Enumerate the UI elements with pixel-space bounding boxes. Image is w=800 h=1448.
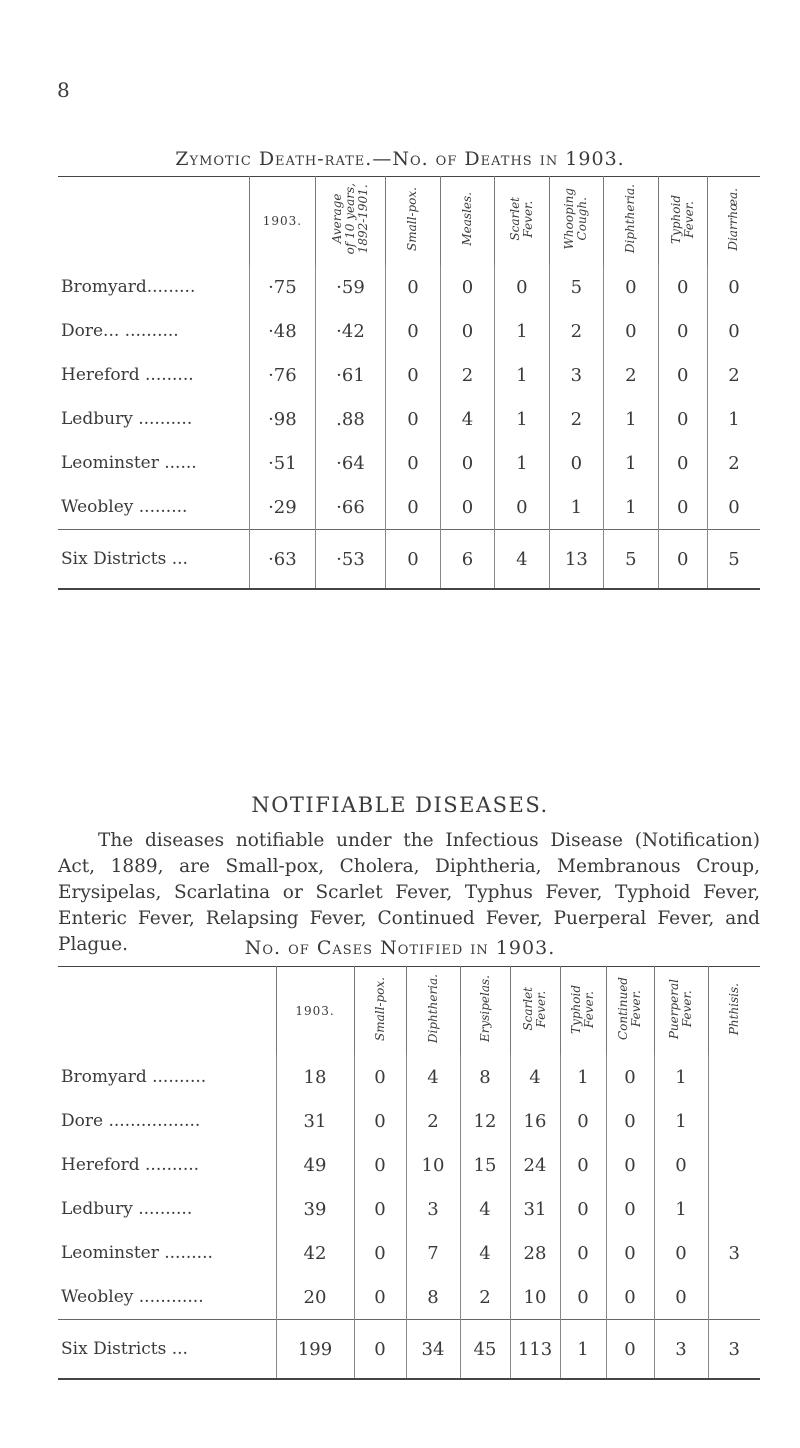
cell-value: 3 <box>549 353 603 397</box>
table-row <box>58 309 760 353</box>
column-header <box>560 967 606 1056</box>
area-name: Dore ................. <box>61 1111 201 1131</box>
cell-value: ·48 <box>250 309 316 353</box>
cell-value: 2 <box>549 309 603 353</box>
cell-value <box>708 1187 760 1231</box>
area-name: Bromyard .......... <box>61 1067 207 1087</box>
cell-value: 0 <box>440 441 494 485</box>
column-header <box>406 967 460 1056</box>
cell-value: 24 <box>510 1143 560 1187</box>
column-header-label: Diphtheria. <box>425 974 440 1044</box>
cell-value: ·66 <box>315 485 386 530</box>
column-header <box>315 177 386 266</box>
cell-value: ·76 <box>250 353 316 397</box>
cell-value: 12 <box>460 1099 510 1143</box>
cell-value: ·51 <box>250 441 316 485</box>
area-name: Dore... .......... <box>61 321 179 341</box>
column-header <box>707 177 760 266</box>
column-header-label: Diphtheria. <box>623 184 638 254</box>
cell-value: 0 <box>440 309 494 353</box>
cell-value: 8 <box>460 1055 510 1099</box>
cell-value: 0 <box>354 1275 406 1320</box>
table-row <box>58 1143 760 1187</box>
table-row <box>58 485 760 530</box>
cell-value: 1 <box>604 397 658 441</box>
cell-value: 42 <box>276 1231 354 1275</box>
column-header <box>510 967 560 1056</box>
table-row <box>58 1055 760 1099</box>
column-header: 1903. <box>276 967 354 1056</box>
column-header-label: Small-pox. <box>405 187 420 251</box>
cell-value: 0 <box>354 1055 406 1099</box>
cell-value: 0 <box>658 309 707 353</box>
cases-table-title: No. of Cases Notified in 1903. <box>244 937 556 959</box>
cell-value: 3 <box>708 1231 760 1275</box>
cell-value: 0 <box>654 1143 708 1187</box>
area-name: Six Districts ... <box>58 1320 276 1380</box>
cell-value: 0 <box>354 1320 406 1380</box>
cell-value: 0 <box>606 1187 654 1231</box>
cell-value: 0 <box>386 309 440 353</box>
cell-value: 0 <box>606 1055 654 1099</box>
column-header <box>606 967 654 1056</box>
column-header-label: Whooping Cough. <box>562 188 590 250</box>
area-name: Weobley ......... <box>61 497 188 517</box>
cell-value: 0 <box>604 265 658 309</box>
cell-value: 0 <box>560 1143 606 1187</box>
cell-value: 10 <box>510 1275 560 1320</box>
area-name: Ledbury .......... <box>61 1199 193 1219</box>
cell-value: 0 <box>654 1231 708 1275</box>
cell-value: 2 <box>707 441 760 485</box>
cell-value: 13 <box>549 530 603 590</box>
cell-value: 0 <box>707 265 760 309</box>
cell-value: ·53 <box>315 530 386 590</box>
column-header <box>460 967 510 1056</box>
cell-value: 1 <box>604 441 658 485</box>
area-name: Hereford .......... <box>61 1155 200 1175</box>
cell-value: 5 <box>549 265 603 309</box>
deaths-table-title: Zymotic Death-rate.—No. of Deaths in 1903. <box>175 148 625 170</box>
cell-value: 28 <box>510 1231 560 1275</box>
cell-value: 0 <box>386 353 440 397</box>
cell-value: 0 <box>560 1187 606 1231</box>
cell-value: 20 <box>276 1275 354 1320</box>
table-row <box>58 353 760 397</box>
cell-value: 0 <box>658 353 707 397</box>
table-row <box>58 1231 760 1275</box>
cell-value: 0 <box>658 485 707 530</box>
area-name: Six Districts ... <box>58 530 250 590</box>
cell-value: 4 <box>460 1231 510 1275</box>
column-header-label: Phthisis. <box>726 982 741 1036</box>
column-header-label: Typhoid Fever. <box>668 194 696 244</box>
cell-value: 2 <box>604 353 658 397</box>
table-row <box>58 1275 760 1320</box>
cell-value: ·75 <box>250 265 316 309</box>
cell-value: 0 <box>654 1275 708 1320</box>
cell-value: 2 <box>707 353 760 397</box>
cell-value: 2 <box>549 397 603 441</box>
cell-value: 1 <box>560 1055 606 1099</box>
cases-table <box>58 966 760 1380</box>
column-header <box>658 177 707 266</box>
cell-value: ·29 <box>250 485 316 530</box>
cell-value: 0 <box>354 1187 406 1231</box>
cell-value: 1 <box>495 353 549 397</box>
column-header <box>654 967 708 1056</box>
cell-value: 0 <box>440 485 494 530</box>
cell-value: 1 <box>560 1320 606 1380</box>
column-header-label: Typhoid Fever. <box>569 984 596 1034</box>
column-header-label: Puerperal Fever. <box>667 978 694 1040</box>
cell-value: 5 <box>604 530 658 590</box>
cell-value: 2 <box>440 353 494 397</box>
cell-value: 0 <box>606 1143 654 1187</box>
column-header <box>495 177 549 266</box>
column-header-label: Small-pox. <box>372 977 387 1041</box>
column-header-label: Continued Fever. <box>616 977 643 1041</box>
cell-value: 0 <box>549 441 603 485</box>
cell-value: 1 <box>604 485 658 530</box>
cell-value: 0 <box>495 265 549 309</box>
cell-value: 16 <box>510 1099 560 1143</box>
cell-value: 0 <box>658 397 707 441</box>
cell-value: 10 <box>406 1143 460 1187</box>
area-name: Ledbury .......... <box>61 409 193 429</box>
cell-value: 0 <box>386 397 440 441</box>
cell-value: 6 <box>440 530 494 590</box>
cell-value: 2 <box>460 1275 510 1320</box>
cell-value: 3 <box>708 1320 760 1380</box>
area-name: Bromyard......... <box>61 277 196 297</box>
cell-value: 0 <box>658 441 707 485</box>
cell-value: 8 <box>406 1275 460 1320</box>
cell-value: 4 <box>406 1055 460 1099</box>
cell-value: 0 <box>386 485 440 530</box>
cell-value: ·59 <box>315 265 386 309</box>
area-name: Leominster ......... <box>61 1243 213 1263</box>
column-header-label: Measles. <box>459 192 474 246</box>
cell-value: 0 <box>560 1275 606 1320</box>
cell-value: 1 <box>654 1099 708 1143</box>
cell-value: 199 <box>276 1320 354 1380</box>
cell-value: 1 <box>495 441 549 485</box>
cell-value: 31 <box>510 1187 560 1231</box>
cell-value: 4 <box>510 1055 560 1099</box>
cell-value: 4 <box>440 397 494 441</box>
column-header <box>440 177 494 266</box>
cell-value: 0 <box>495 485 549 530</box>
cell-value: 3 <box>654 1320 708 1380</box>
cell-value: 5 <box>707 530 760 590</box>
cell-value: 0 <box>707 485 760 530</box>
table-row <box>58 441 760 485</box>
notifiable-diseases-text: The diseases notifiable under the Infectious Disease (Notification) Act, 1889, are Small-pox, Cholera, Diphtheria, Membranous Croup, Erysipelas, Scarlatina or Scarlet Fever, Typhus Fever, Typhoid Fever, Enteric Fever, Relapsing Fever, Continued Fever, Puerperal Fever, and Plague. <box>58 830 760 955</box>
cell-value: 1 <box>707 397 760 441</box>
cell-value: 113 <box>510 1320 560 1380</box>
cell-value: 0 <box>354 1143 406 1187</box>
cell-value <box>708 1055 760 1099</box>
table-row <box>58 397 760 441</box>
cell-value <box>708 1275 760 1320</box>
column-header <box>354 967 406 1056</box>
column-header-label: Scarlet Fever. <box>507 197 535 241</box>
cell-value: 1 <box>549 485 603 530</box>
cell-value: 0 <box>354 1231 406 1275</box>
column-header-label: Scarlet Fever. <box>521 987 548 1031</box>
cell-value: 0 <box>354 1099 406 1143</box>
cell-value: ·64 <box>315 441 386 485</box>
total-row <box>58 530 760 590</box>
cell-value: 7 <box>406 1231 460 1275</box>
cell-value: ·63 <box>250 530 316 590</box>
cell-value: 45 <box>460 1320 510 1380</box>
deaths-table <box>58 176 760 590</box>
cell-value: 1 <box>495 397 549 441</box>
cell-value: ·98 <box>250 397 316 441</box>
cell-value: 1 <box>654 1055 708 1099</box>
page-number: 8 <box>57 78 70 102</box>
cell-value <box>708 1099 760 1143</box>
column-header-label: Diarrhœa. <box>726 187 741 251</box>
cell-value: 31 <box>276 1099 354 1143</box>
cell-value: 49 <box>276 1143 354 1187</box>
cell-value: 3 <box>406 1187 460 1231</box>
column-header: 1903. <box>250 177 316 266</box>
cell-value: 0 <box>560 1099 606 1143</box>
cell-value: ·61 <box>315 353 386 397</box>
cell-value: ·42 <box>315 309 386 353</box>
area-name: Leominster ...... <box>61 453 197 473</box>
cell-value: 0 <box>707 309 760 353</box>
cell-value: .88 <box>315 397 386 441</box>
column-header-label: Erysipelas. <box>477 975 492 1043</box>
table-row <box>58 265 760 309</box>
cell-value: 0 <box>560 1231 606 1275</box>
cell-value: 0 <box>386 530 440 590</box>
column-header <box>549 177 603 266</box>
column-header <box>386 177 440 266</box>
area-column-header <box>58 967 276 1056</box>
cell-value: 39 <box>276 1187 354 1231</box>
area-column-header <box>58 177 250 266</box>
column-header <box>604 177 658 266</box>
cell-value: 0 <box>386 441 440 485</box>
cell-value: 0 <box>386 265 440 309</box>
cell-value: 0 <box>606 1275 654 1320</box>
total-row <box>58 1320 760 1380</box>
notifiable-diseases-heading: NOTIFIABLE DISEASES. <box>251 793 549 817</box>
table-row <box>58 1099 760 1143</box>
cell-value: 4 <box>495 530 549 590</box>
cell-value: 0 <box>606 1320 654 1380</box>
cell-value: 4 <box>460 1187 510 1231</box>
cell-value <box>708 1143 760 1187</box>
table-row <box>58 1187 760 1231</box>
column-header <box>708 967 760 1056</box>
area-name: Weobley ............ <box>61 1287 204 1307</box>
area-name: Hereford ......... <box>61 365 194 385</box>
cell-value: 0 <box>440 265 494 309</box>
column-header-label: Average of 10 years, 1892-1901. <box>329 183 370 255</box>
cell-value: 0 <box>604 309 658 353</box>
cell-value: 18 <box>276 1055 354 1099</box>
cell-value: 2 <box>406 1099 460 1143</box>
cell-value: 0 <box>658 265 707 309</box>
cell-value: 34 <box>406 1320 460 1380</box>
cell-value: 1 <box>654 1187 708 1231</box>
cell-value: 1 <box>495 309 549 353</box>
cell-value: 15 <box>460 1143 510 1187</box>
cell-value: 0 <box>606 1231 654 1275</box>
cell-value: 0 <box>606 1099 654 1143</box>
cell-value: 0 <box>658 530 707 590</box>
